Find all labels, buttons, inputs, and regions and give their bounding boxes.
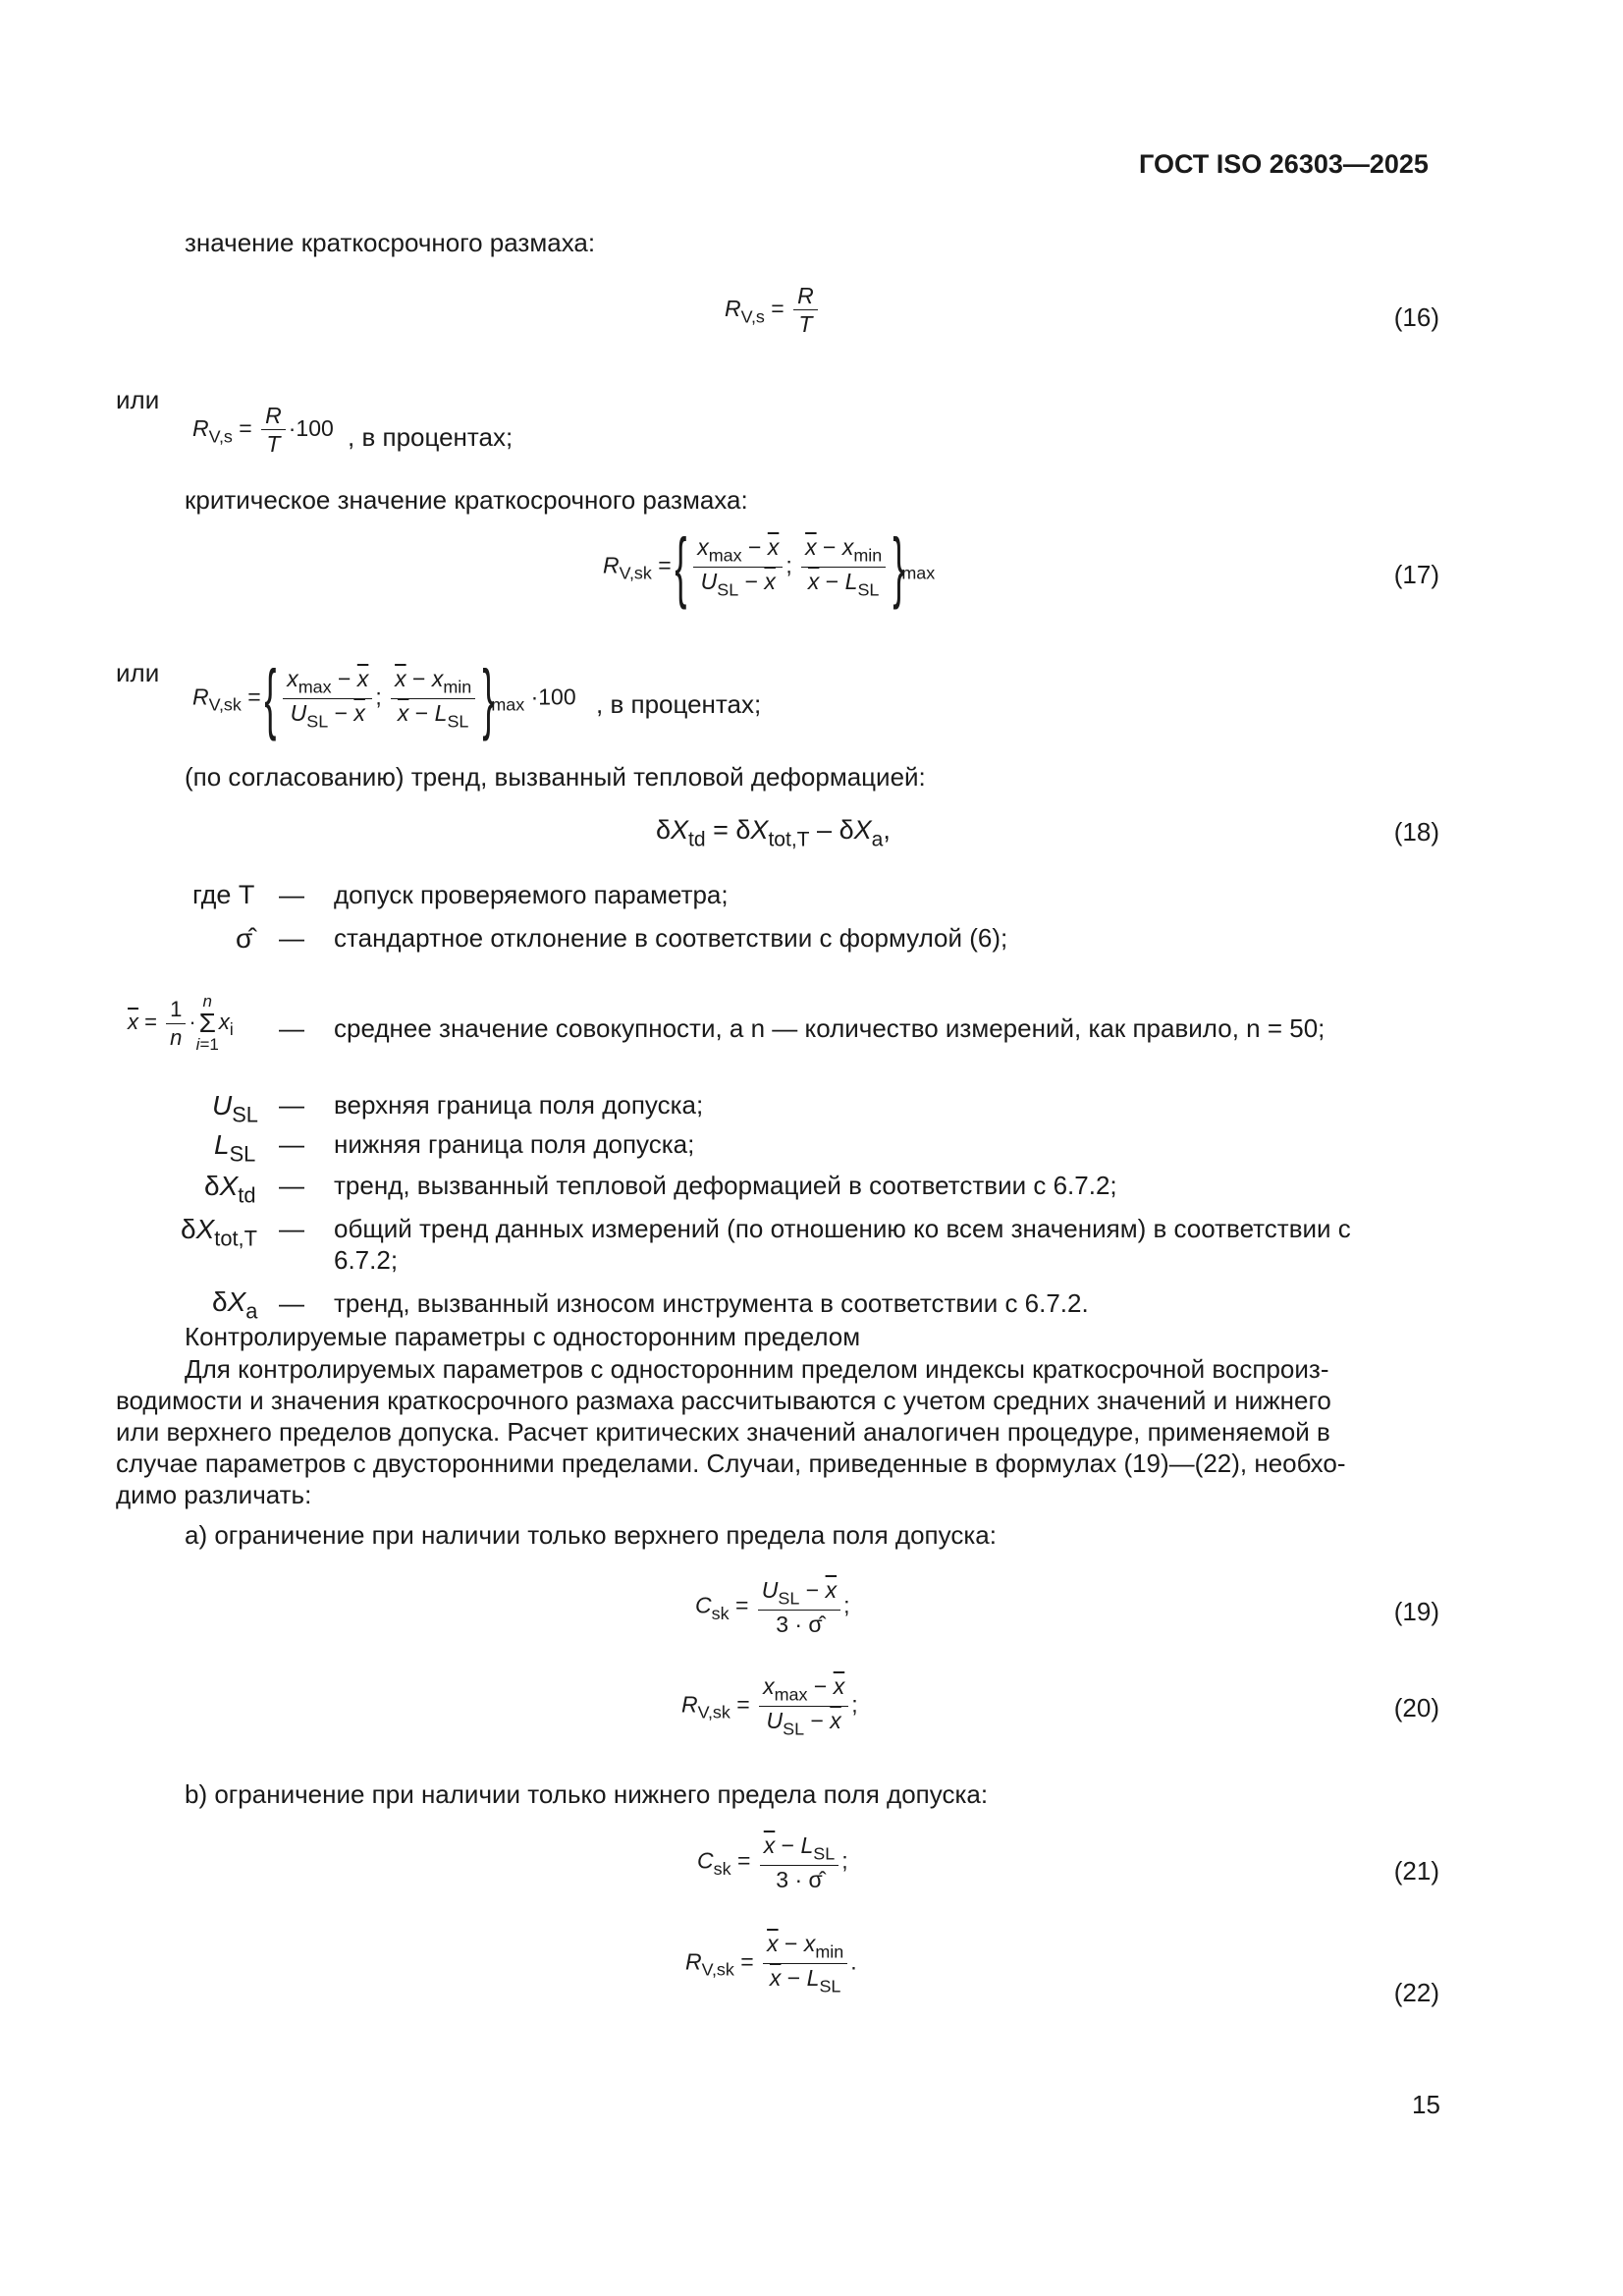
where-dash: — [279, 923, 304, 953]
equation-number-21: (21) [1393, 1856, 1439, 1886]
where-text-T: допуск проверяемого параметра; [334, 880, 729, 909]
where-symbol-sigma: σ̂ [236, 923, 253, 954]
section-line-1: Для контролируемых параметров с односторонним пределом индексы краткосрочной воспроиз- [185, 1354, 1329, 1384]
formula-17: $R_{V,sk}$ = { $\frac{x_{max} - \overline{x}}{U_{SL} - \overline{x}}$ ; $\frac{\overline{x} - x_{min}}{\overline{x} - L_{SL}}$ }$_{max}$ [603, 522, 936, 611]
paragraph-critical-range: критическое значение краткосрочного размаха: [185, 485, 748, 515]
where-dash: — [279, 1090, 304, 1120]
section-line-5: димо различать: [116, 1480, 312, 1509]
equation-number-20: (20) [1393, 1693, 1439, 1722]
document-header: ГОСТ ISO 26303—2025 [1139, 149, 1429, 179]
paragraph-thermal-trend: (по согласованию) тренд, вызванный тепловой деформацией: [185, 762, 926, 792]
where-dash: — [279, 1129, 304, 1159]
formula-16: $R_{V,s}$ = $\frac{R}{T}$ [725, 283, 821, 338]
in-percent-label-1: , в процентах; [348, 422, 514, 452]
where-text-dxtd: тренд, вызванный тепловой деформацией в соответствии с 6.7.2; [334, 1171, 1117, 1200]
equation-number-17: (17) [1393, 560, 1439, 589]
where-dash: — [279, 1171, 304, 1200]
formula-21: $C_{sk}$ = $\frac{\overline{x} - L_{SL}}{3 \cdot \sigmâ}$ ; [697, 1832, 848, 1892]
where-symbol-T: где T [192, 880, 255, 909]
where-symbol-dxa: $\delta X_a$ [212, 1286, 258, 1324]
formula-17-percent: $R_{V,sk}$ = { $\frac{x_{max} - \overline{x}}{U_{SL} - \overline{x}}$ ; $\frac{\overline{x} - x_{min}}{\overline{x} - L_{SL}}$ }$_{max} \cdot 100$ [192, 654, 576, 742]
where-text-sigma: стандартное отклонение в соответствии с формулой (6); [334, 923, 1008, 953]
item-b: b) ограничение при наличии только нижнего предела поля допуска: [185, 1779, 989, 1809]
section-heading: Контролируемые параметры с односторонним пределом [185, 1322, 861, 1351]
or-label-2: или [116, 658, 160, 687]
where-dash: — [279, 1013, 304, 1043]
where-symbol-dxtot: $\delta X_{tot,T}$ [181, 1214, 257, 1251]
section-line-3: или верхнего пределов допуска. Расчет критических значений аналогичен процедуре, применяемой в [116, 1417, 1330, 1447]
formula-19: $C_{sk}$ = $\frac{U_{SL} - \overline{x}}{3 \cdot \sigmâ}$ ; [695, 1577, 850, 1637]
formula-18: $\delta X_{td} = \delta X_{tot,T} - \delta X_a$, [656, 815, 891, 851]
where-dash: — [279, 880, 304, 909]
item-a: a) ограничение при наличии только верхнего предела поля допуска: [185, 1520, 997, 1550]
where-symbol-dxtd: $\delta X_{td}$ [204, 1171, 256, 1208]
where-symbol-lsl: $L_{SL}$ [214, 1129, 256, 1167]
where-text-usl: верхняя граница поля допуска; [334, 1090, 704, 1120]
where-symbol-mean: $\overline{x}$ = $\frac{1}{n}$ · n Σ i=1 $x_i$ [128, 992, 234, 1054]
in-percent-label-2: , в процентах; [596, 689, 762, 719]
where-dash: — [279, 1214, 304, 1243]
paragraph-short-term-range: значение краткосрочного размаха: [185, 228, 596, 257]
equation-number-19: (19) [1393, 1597, 1439, 1626]
where-text-mean: среднее значение совокупности, а n — количество измерений, как правило, n = 50; [334, 1013, 1325, 1043]
where-dash: — [279, 1288, 304, 1318]
section-line-2: водимости и значения краткосрочного размаха рассчитываются с учетом средних значений и нижнего [116, 1386, 1331, 1415]
formula-20: $R_{V,sk}$ = $\frac{x_{max} - \overline{x}}{U_{SL} - \overline{x}}$ ; [681, 1673, 858, 1739]
where-text-dxa: тренд, вызванный износом инструмента в соответствии с 6.7.2. [334, 1288, 1089, 1318]
formula-16-percent: $R_{V,s}$ = $\frac{R}{T}$ ·100 [192, 403, 334, 458]
equation-number-22: (22) [1393, 1978, 1439, 2007]
equation-number-18: (18) [1393, 817, 1439, 847]
section-line-4: случае параметров с двусторонними пределами. Случаи, приведенные в формулах (19)—(22), необхо- [116, 1449, 1346, 1478]
formula-22: $R_{V,sk}$ = $\frac{\overline{x} - x_{min}}{\overline{x} - L_{SL}}$ . [685, 1931, 857, 1996]
where-text-lsl: нижняя граница поля допуска; [334, 1129, 695, 1159]
page-number: 15 [1412, 2090, 1440, 2119]
where-symbol-usl: $U_{SL}$ [212, 1090, 258, 1127]
or-label-1: или [116, 385, 160, 414]
where-text-dxtot: общий тренд данных измерений (по отношению ко всем значениям) в соответствии с [334, 1214, 1351, 1243]
equation-number-16: (16) [1393, 302, 1439, 332]
where-text-dxtot-cont: 6.7.2; [334, 1245, 399, 1275]
